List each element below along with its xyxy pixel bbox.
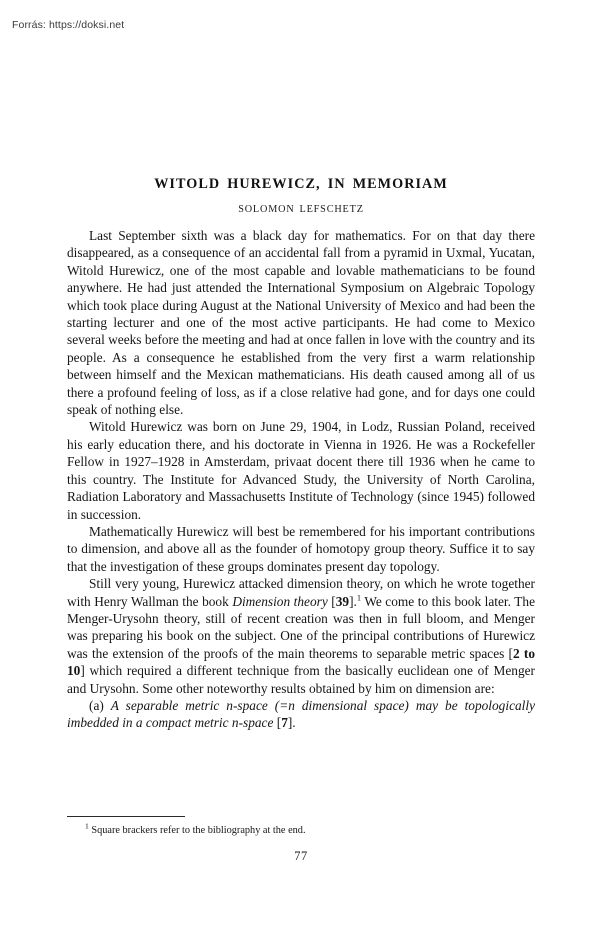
reference-number: 39	[335, 593, 350, 609]
text-run: ].	[349, 593, 357, 609]
author-byline: SOLOMON LEFSCHETZ	[238, 204, 364, 215]
footnote-marker: 1	[85, 821, 89, 831]
paragraph-5-item-a	[67, 697, 535, 732]
footnote-divider	[67, 816, 185, 817]
footnote-reference: 1	[356, 593, 362, 603]
text-run: [	[327, 593, 336, 609]
article-text-column	[67, 176, 535, 732]
text-run: (a)	[89, 697, 111, 713]
italic-run: Dimension theory	[232, 593, 328, 609]
text-run: [	[273, 715, 282, 731]
paragraph-1: Last September sixth was a black day for mathematics. For on that day there disappeared, as a consequence of an accidental fall from a pyramid in Uxmal, Yucatan, Witold Hurewicz, one of the most capable and lovable mathematicians to be found anywhere. He had just attended the International Symposium on Algebraic Topology which took place during August at the National University of Mexico and had been the starting lecturer and one of the most active participants. He had come to Mexico several weeks before the meeting and had at once fallen in love with the country and its people. As a consequence he established from the very first a warm relationship between himself and the Mexican mathematicians. His death caused among all of us there a profound feeling of loss, as if a close relative had gone, and for days one could speak of nothing else.	[67, 228, 535, 418]
page-number: 77	[294, 849, 308, 863]
text-run: ].	[287, 715, 296, 731]
paragraph-4	[67, 575, 535, 697]
footnote-1	[67, 821, 535, 837]
reference-number: 7	[281, 715, 288, 731]
footnote-text: Square brackers refer to the bibliography at the end.	[88, 825, 306, 836]
paragraph-2: Witold Hurewicz was born on June 29, 1904, in Lodz, Russian Poland, received his early education there, and his doctorate in Vienna in 1926. He was a Rockefeller Fellow in 1927–1928 in Amsterdam, privaat docent there till 1936 when he came to this country. The Institute for Advanced Study, the University of North Carolina, Radiation Laboratory and Massachusetts Institute of Technology (since 1945) followed in succession.	[67, 419, 535, 522]
paragraph-3: Mathematically Hurewicz will best be remembered for his important contributions to dimension, and above all as the founder of homotopy group theory. Suffice it to say that the investigation of these groups dominates present day topology.	[67, 523, 535, 574]
page-title: WITOLD HUREWICZ, IN MEMORIAM	[154, 176, 448, 192]
source-watermark: Forrás: https://doksi.net	[12, 19, 125, 31]
italic-run: A separable metric n-space (=n dimensional space) may be topologically imbedded in a compact metric n-space	[67, 697, 535, 731]
footnote-block	[67, 816, 535, 837]
text-run: ] which required a different technique from the basically euclidean one of Menger and Urysohn. Some other noteworthy results obtained by him on dimension are:	[67, 663, 535, 696]
reference-number: 2 to 10	[67, 645, 535, 679]
text-run: We come to this book later. The Menger-Urysohn theory, still of recent creation was then in full bloom, and Menger was preparing his book on the subject. One of the principal contributions of Hurewicz was the extension of the proofs of the main theorems to separable metric spaces [	[67, 593, 536, 661]
text-run: Still very young, Hurewicz attacked dimension theory, on which he wrote together with Henry Wallman the book	[67, 576, 535, 609]
